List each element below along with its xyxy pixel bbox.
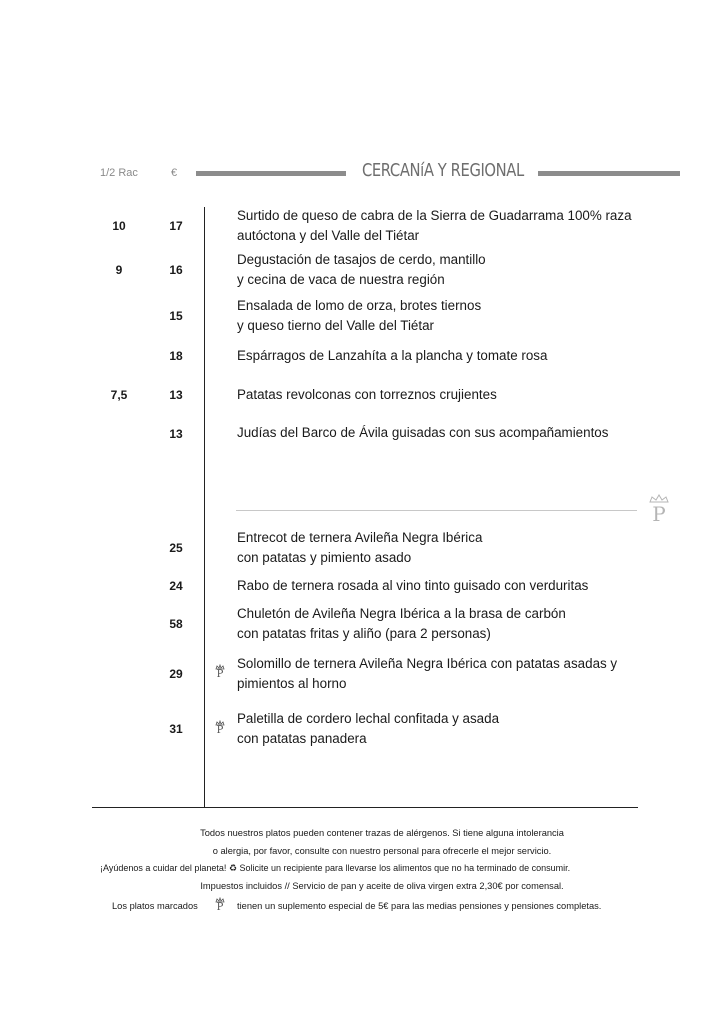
price-full: 25 <box>169 541 183 555</box>
price-full: 24 <box>169 579 183 593</box>
section-divider <box>236 510 637 511</box>
dish-line: Surtido de queso de cabra de la Sierra de Guadarrama 100% raza <box>237 208 632 223</box>
supplement-mark <box>214 720 226 736</box>
dish-description <box>237 423 647 443</box>
header-bar-right <box>538 171 680 176</box>
column-header-half-portion: 1/2 Rac <box>100 167 138 179</box>
bottom-rule <box>92 807 638 808</box>
supplement-mark-letter: P <box>216 902 224 913</box>
dish-line: autóctona y del Valle del Tiétar <box>237 228 420 243</box>
dish-description <box>237 206 647 246</box>
price-half: 9 <box>115 263 123 277</box>
section-title: CERCANíA Y REGIONAL <box>362 160 524 181</box>
dish-line: y queso tierno del Valle del Tiétar <box>237 318 435 333</box>
dish-description <box>237 296 647 336</box>
dish-line: con patatas fritas y aliño (para 2 personas) <box>237 626 491 641</box>
vertical-divider <box>204 207 205 808</box>
dish-line: Chuletón de Avileña Negra Ibérica a la brasa de carbón <box>237 606 566 621</box>
dish-description <box>237 528 647 568</box>
price-full: 13 <box>169 427 183 441</box>
dish-line: Rabo de ternera rosada al vino tinto guisado con verduritas <box>237 578 589 593</box>
price-full: 17 <box>169 219 183 233</box>
dish-line: Solomillo de ternera Avileña Negra Ibérica con patatas asadas y <box>237 656 618 671</box>
price-half: 7,5 <box>110 388 128 402</box>
dish-description <box>237 576 647 596</box>
brand-logo-letter: P <box>652 502 666 526</box>
supplement-mark <box>214 897 226 913</box>
dish-description <box>237 250 647 290</box>
price-half: 10 <box>112 219 126 233</box>
dish-description <box>237 385 647 405</box>
brand-logo <box>648 494 670 524</box>
column-header-euro: € <box>171 167 178 179</box>
dish-line: pimientos al horno <box>237 676 347 691</box>
price-full: 13 <box>169 388 183 402</box>
dish-line: Paletilla de cordero lechal confitada y asada <box>237 711 500 726</box>
dish-line: y cecina de vaca de nuestra región <box>237 272 445 287</box>
dish-line: Espárragos de Lanzahíta a la plancha y tomate rosa <box>237 348 548 363</box>
price-full: 15 <box>169 309 183 323</box>
dish-description <box>237 346 647 366</box>
supplement-mark <box>214 664 226 680</box>
dish-line: Judías del Barco de Ávila guisadas con sus acompañamientos <box>237 425 609 440</box>
header-bar-left <box>196 171 346 176</box>
price-full: 18 <box>169 349 183 363</box>
dish-line: Ensalada de lomo de orza, brotes tiernos <box>237 298 482 313</box>
dish-description <box>237 709 647 749</box>
allergen-notice-cont: o alergia, por favor, consulte con nuestro personal para ofrecerle el mejor servicio. <box>212 846 552 856</box>
dish-description <box>237 654 647 694</box>
dish-line: Entrecot de ternera Avileña Negra Ibérica <box>237 530 483 545</box>
allergen-notice: Todos nuestros platos pueden contener trazas de alérgenos. Si tiene alguna intolerancia <box>200 828 564 838</box>
supplement-note-end: tienen un suplemento especial de 5€ para las medias pensiones y pensiones completas. <box>237 901 602 911</box>
supplement-mark-letter: P <box>216 725 224 736</box>
price-full: 58 <box>169 617 183 631</box>
dish-line: con patatas panadera <box>237 731 367 746</box>
price-full: 31 <box>169 722 183 736</box>
supplement-mark-letter: P <box>216 669 224 680</box>
tax-notice: Impuestos incluidos // Servicio de pan y aceite de oliva virgen extra 2,30€ por comensal. <box>200 881 564 891</box>
dish-line: con patatas y pimiento asado <box>237 550 412 565</box>
dish-line: Patatas revolconas con torreznos crujientes <box>237 387 497 402</box>
price-full: 29 <box>169 667 183 681</box>
supplement-note-start: Los platos marcados <box>112 901 198 911</box>
price-full: 16 <box>169 263 183 277</box>
dish-line: Degustación de tasajos de cerdo, mantillo <box>237 252 486 267</box>
dish-description <box>237 604 647 644</box>
sustainability-notice: ¡Ayúdenos a cuidar del planeta! ♻ Solicite un recipiente para llevarse los alimentos que no ha terminado de consumir. <box>100 863 571 873</box>
